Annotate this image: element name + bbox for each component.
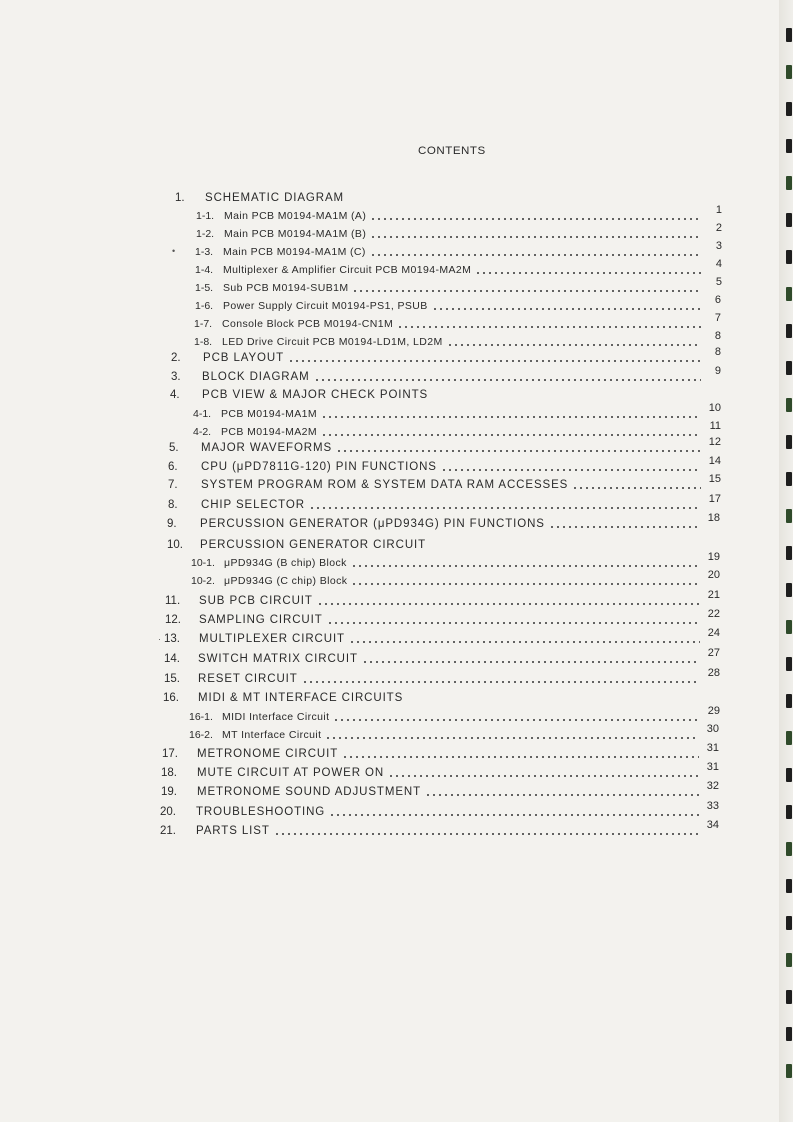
toc-entry-number: 1.: [175, 192, 185, 204]
dot-leader: [314, 379, 701, 381]
toc-entry: [0, 389, 793, 405]
toc-entry: [0, 723, 793, 745]
toc-entry-number: 21.: [160, 825, 176, 837]
dot-leader: [329, 814, 699, 816]
toc-entry: [0, 627, 793, 649]
dot-leader: [362, 661, 700, 663]
toc-entry-title: MULTIPLEXER CIRCUIT: [199, 633, 345, 645]
toc-entry-title: PERCUSSION GENERATOR (μPD934G) PIN FUNCTIONS: [200, 518, 545, 530]
toc-entry-number: 4-1.: [193, 408, 212, 420]
binding-ring: [786, 139, 792, 153]
dot-leader: [475, 272, 702, 274]
toc-entry: [0, 455, 793, 477]
binding-ring: [786, 1064, 792, 1078]
toc-entry-page: 30: [706, 723, 719, 735]
toc-entry-page: 34: [706, 819, 719, 831]
toc-entry-number: 1-3.: [195, 246, 214, 258]
page-title: CONTENTS: [418, 145, 486, 157]
toc-entry-title: SWITCH MATRIX CIRCUIT: [198, 653, 358, 665]
toc-entry-page: 5: [715, 276, 722, 288]
toc-entry-page: 33: [706, 800, 719, 812]
toc-entry: [0, 589, 793, 611]
toc-entry-page: 15: [708, 473, 721, 485]
toc-entry-number: 12.: [165, 614, 181, 626]
toc-entry-page: 20: [707, 569, 720, 581]
toc-entry-number: 1-7.: [194, 318, 213, 330]
toc-entry-title: LED Drive Circuit PCB M0194-LD1M, LD2M: [222, 336, 443, 348]
toc-entry-number: 16-2.: [189, 729, 213, 741]
toc-entry-number: 2.: [171, 352, 181, 364]
toc-entry-number: 4.: [170, 389, 180, 401]
toc-entry-page: 21: [707, 589, 720, 601]
toc-entry-page: 14: [708, 455, 721, 467]
toc-entry-page: 28: [707, 667, 720, 679]
toc-entry-title: PCB VIEW & MAJOR CHECK POINTS: [202, 389, 429, 401]
dot-leader: [336, 450, 701, 452]
toc-entry: [0, 742, 793, 764]
toc-entry: [0, 420, 793, 442]
toc-entry: [0, 276, 793, 298]
toc-entry: [0, 346, 793, 368]
toc-entry-page: 24: [707, 627, 720, 639]
dot-leader: [288, 360, 701, 362]
toc-entry-page: 6: [714, 294, 721, 306]
toc-entry-page: 8: [714, 346, 721, 358]
toc-entry: [0, 402, 793, 424]
toc-entry: [0, 761, 793, 783]
toc-entry: [0, 493, 793, 515]
dot-leader: [425, 794, 699, 796]
dot-leader: [327, 622, 700, 624]
toc-entry-title: PCB LAYOUT: [203, 352, 284, 364]
dot-leader: [349, 641, 700, 643]
toc-entry-title: SYSTEM PROGRAM ROM & SYSTEM DATA RAM ACCESSES: [201, 479, 569, 491]
toc-entry-title: CPU (μPD7811G-120) PIN FUNCTIONS: [201, 461, 437, 473]
binding-ring: [786, 953, 792, 967]
toc-entry-number: 20.: [160, 806, 176, 818]
toc-entry-title: μPD934G (C chip) Block: [224, 575, 348, 587]
binding-ring: [786, 916, 792, 930]
toc-entry-title: MT Interface Circuit: [222, 729, 322, 741]
dot-leader: [388, 775, 699, 777]
binding-ring: [786, 990, 792, 1004]
toc-entry-page: 27: [707, 647, 720, 659]
toc-entry-page: 9: [714, 365, 721, 377]
toc-entry: [0, 240, 793, 262]
toc-entry-number: 17.: [162, 748, 178, 760]
toc-entry-title: CHIP SELECTOR: [201, 499, 305, 511]
toc-entry: [0, 819, 793, 841]
toc-entry-number: 19.: [161, 786, 177, 798]
toc-entry: [0, 473, 793, 495]
toc-entry-page: 7: [714, 312, 721, 324]
toc-entry-number: 6.: [168, 461, 178, 473]
dot-leader: [370, 236, 702, 238]
toc-entry-page: 19: [707, 551, 720, 563]
toc-entry-title: μPD934G (B chip) Block: [224, 557, 347, 569]
dot-leader: [342, 756, 699, 758]
toc-entry-title: METRONOME SOUND ADJUSTMENT: [197, 786, 422, 798]
dot-leader: [549, 526, 700, 528]
toc-entry-title: TROUBLESHOOTING: [196, 806, 326, 818]
toc-entry-title: PCB M0194-MA2M: [221, 426, 318, 438]
toc-entry-page: 8: [714, 330, 721, 342]
toc-entry: [0, 692, 793, 708]
toc-entry-number: 11.: [165, 595, 181, 607]
toc-entry-number: 16-1.: [189, 711, 213, 723]
toc-entry-page: 4: [715, 258, 722, 270]
toc-entry: [0, 365, 793, 387]
toc-entry-page: 17: [708, 493, 721, 505]
toc-entry-title: PCB M0194-MA1M: [221, 408, 318, 420]
toc-entry-number: 1-6.: [195, 300, 214, 312]
toc-entry-page: 2: [715, 222, 722, 234]
toc-entry-number: 10.: [167, 539, 183, 551]
toc-entry: [0, 222, 793, 244]
toc-entry-title: Console Block PCB M0194-CN1M: [222, 318, 394, 330]
binding-ring: [786, 842, 792, 856]
toc-entry: [0, 667, 793, 689]
toc-entry: [0, 204, 793, 226]
toc-entry-page: 1: [715, 204, 722, 216]
dot-leader: [325, 737, 699, 739]
dot-leader: [370, 218, 702, 220]
binding-ring: [786, 102, 792, 116]
toc-entry: [0, 192, 793, 208]
toc-entry-title: SCHEMATIC DIAGRAM: [205, 192, 345, 204]
toc-entry: [0, 436, 793, 458]
dot-leader: [302, 681, 700, 683]
toc-entry: [0, 569, 793, 591]
toc-entry-title: MAJOR WAVEFORMS: [201, 442, 333, 454]
toc-entry-title: Power Supply Circuit M0194-PS1, PSUB: [223, 300, 428, 312]
binding-ring: [786, 65, 792, 79]
dot-leader: [321, 434, 701, 436]
toc-entry-number: 18.: [161, 767, 177, 779]
toc-entry: [0, 294, 793, 316]
dot-leader: [321, 416, 701, 418]
toc-entry-title: MUTE CIRCUIT AT POWER ON: [197, 767, 385, 779]
dot-leader: [351, 565, 700, 567]
toc-entry-title: PARTS LIST: [196, 825, 270, 837]
toc-entry-number: 5.: [169, 442, 179, 454]
toc-entry-title: MIDI & MT INTERFACE CIRCUITS: [198, 692, 404, 704]
toc-entry-page: 31: [706, 761, 719, 773]
toc-entry-page: 32: [706, 780, 719, 792]
toc-entry-page: 3: [715, 240, 722, 252]
dot-leader: [432, 308, 701, 310]
toc-entry: [0, 705, 793, 727]
toc-entry: [0, 330, 793, 352]
toc-entry-number: 1-1.: [196, 210, 215, 222]
toc-entry-number: 4-2.: [193, 426, 212, 438]
toc-entry-page: 11: [709, 420, 721, 432]
toc-entry-title: SAMPLING CIRCUIT: [199, 614, 323, 626]
toc-entry-title: Main PCB M0194-MA1M (B): [224, 228, 367, 240]
toc-entry-number: 1-5.: [195, 282, 214, 294]
toc-entry: [0, 780, 793, 802]
toc-entry-number: 1-4.: [195, 264, 214, 276]
binding-ring: [786, 879, 792, 893]
toc-entry: [0, 539, 793, 555]
toc-entry-number: 14.: [164, 653, 180, 665]
toc-entry-number: 1-2.: [196, 228, 215, 240]
toc-entry-number: 9.: [167, 518, 177, 530]
toc-entry: [0, 512, 793, 534]
toc-entry-title: PERCUSSION GENERATOR CIRCUIT: [200, 539, 427, 551]
binding-ring: [786, 1027, 792, 1041]
toc-entry-number: 13.: [164, 633, 180, 645]
dot-leader: [447, 344, 701, 346]
toc-entry-title: BLOCK DIAGRAM: [202, 371, 310, 383]
toc-entry-number: 16.: [163, 692, 179, 704]
binding-ring: [786, 176, 792, 190]
dot-leader: [274, 833, 699, 835]
binding-ring: [786, 28, 792, 42]
dot-leader: [309, 507, 701, 509]
toc-entry-number: 15.: [164, 673, 180, 685]
toc-entry-page: 22: [707, 608, 720, 620]
dot-leader: [352, 290, 702, 292]
toc-entry-page: 12: [708, 436, 721, 448]
toc-entry-title: Main PCB M0194-MA1M (C): [223, 246, 366, 258]
dot-leader: [572, 487, 701, 489]
toc-entry: [0, 258, 793, 280]
dot-leader: [441, 469, 701, 471]
toc-entry-title: Sub PCB M0194-SUB1M: [223, 282, 349, 294]
toc-entry: [0, 551, 793, 573]
dot-leader: [317, 603, 700, 605]
toc-entry: [0, 608, 793, 630]
dot-leader: [397, 326, 701, 328]
toc-entry-title: MIDI Interface Circuit: [222, 711, 330, 723]
toc-entry-page: 31: [706, 742, 719, 754]
toc-entry-number: 10-1.: [191, 557, 215, 569]
dot-leader: [370, 254, 702, 256]
toc-entry-number: 1-8.: [194, 336, 213, 348]
toc-entry-number: 8.: [168, 499, 178, 511]
margin-mark: •: [172, 246, 176, 256]
toc-entry: [0, 647, 793, 669]
toc-entry-number: 7.: [168, 479, 178, 491]
toc-entry-title: SUB PCB CIRCUIT: [199, 595, 313, 607]
toc-entry-title: METRONOME CIRCUIT: [197, 748, 339, 760]
dot-leader: [351, 583, 700, 585]
toc-entry-page: 18: [707, 512, 720, 524]
toc-entry-title: RESET CIRCUIT: [198, 673, 298, 685]
toc-entry-title: Multiplexer & Amplifier Circuit PCB M0194-MA2M: [223, 264, 472, 276]
toc-entry: [0, 312, 793, 334]
toc-entry-page: 29: [707, 705, 720, 717]
toc-entry: [0, 800, 793, 822]
toc-entry-title: Main PCB M0194-MA1M (A): [224, 210, 367, 222]
toc-entry-number: 3.: [171, 371, 181, 383]
dot-leader: [333, 719, 700, 721]
toc-entry-page: 10: [708, 402, 721, 414]
toc-entry-number: 10-2.: [191, 575, 215, 587]
margin-mark: ·: [158, 634, 161, 644]
